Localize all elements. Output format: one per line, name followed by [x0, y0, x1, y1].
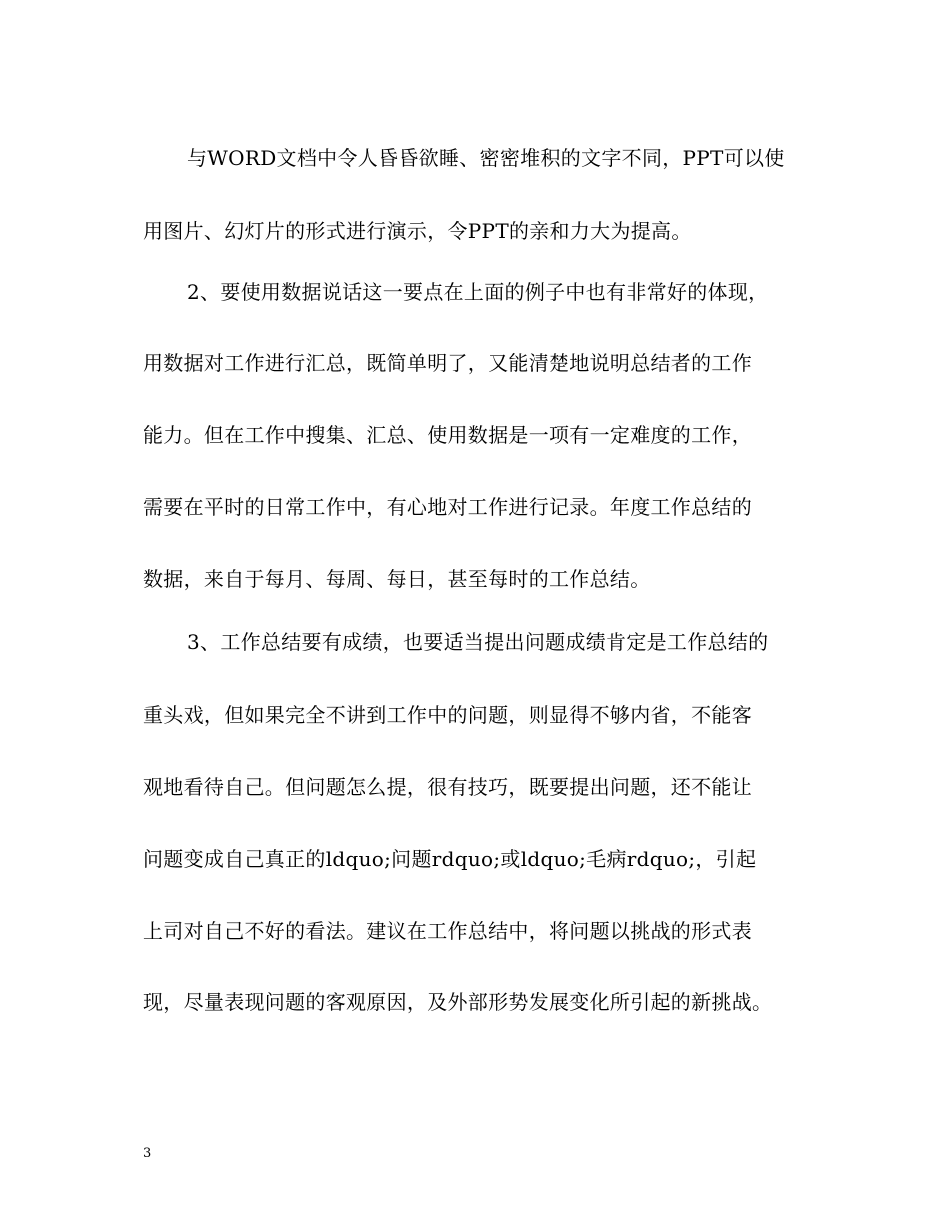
paragraph-line: 数据，来自于每月、每周、每日，甚至每时的工作总结。	[143, 567, 651, 591]
paragraph-line: 与WORD文档中令人昏昏欲睡、密密堆积的文字不同，PPT可以使	[187, 146, 785, 170]
paragraph-line: 现，尽量表现问题的客观原因，及外部形势发展变化所引起的新挑战。	[143, 990, 773, 1014]
paragraph-line: 观地看待自己。但问题怎么提，很有技巧，既要提出问题，还不能让	[143, 775, 752, 799]
page-number: 3	[143, 1146, 152, 1161]
paragraph-line: 用图片、幻灯片的形式进行演示，令PPT的亲和力大为提高。	[143, 219, 692, 243]
paragraph-line: 问题变成自己真正的ldquo;问题rdquo;或ldquo;毛病rdquo;，引起	[143, 847, 757, 871]
paragraph-line: 需要在平时的日常工作中，有心地对工作进行记录。年度工作总结的	[143, 495, 752, 519]
paragraph-line: 3、工作总结要有成绩，也要适当提出问题成绩肯定是工作总结的	[187, 630, 769, 654]
paragraph-line: 上司对自己不好的看法。建议在工作总结中，将问题以挑战的形式表	[143, 919, 752, 943]
paragraph-line: 能力。但在工作中搜集、汇总、使用数据是一项有一定难度的工作，	[143, 423, 752, 447]
paragraph-line: 用数据对工作进行汇总，既简单明了，又能清楚地说明总结者的工作	[143, 351, 752, 375]
paragraph-line: 2、要使用数据说话这一要点在上面的例子中也有非常好的体现，	[187, 280, 769, 304]
paragraph-line: 重头戏，但如果完全不讲到工作中的问题，则显得不够内省，不能客	[143, 703, 752, 727]
